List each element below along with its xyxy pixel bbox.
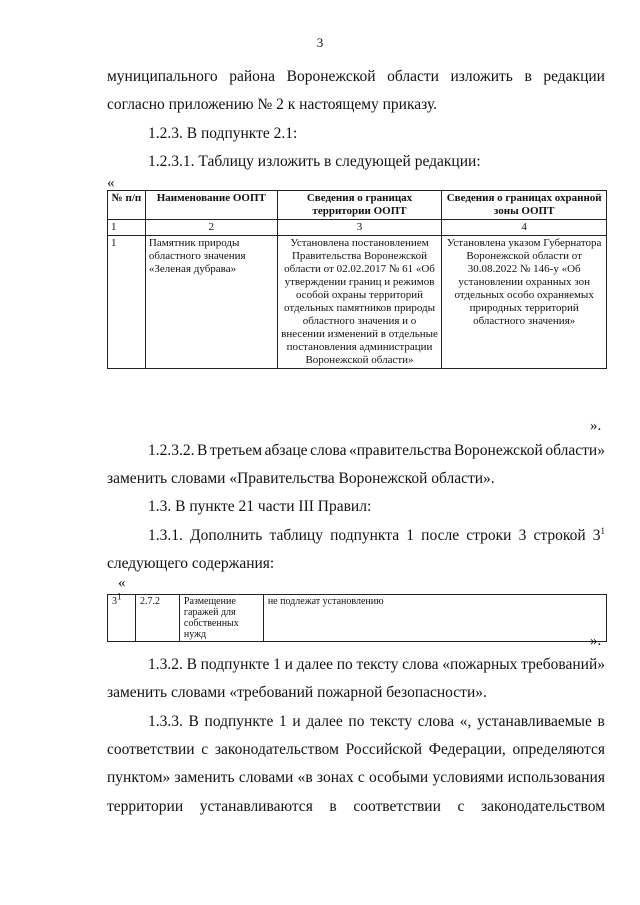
word: В bbox=[186, 656, 197, 673]
word: области bbox=[387, 68, 439, 85]
close-quote-1: ». bbox=[590, 418, 602, 434]
word: соответствии bbox=[353, 798, 441, 815]
item-1-2-3-2-line1 bbox=[148, 441, 605, 461]
item-1-3-1-line2: следующего содержания: bbox=[107, 555, 275, 572]
word: подпункте bbox=[200, 656, 270, 673]
word: В bbox=[197, 442, 208, 459]
word: словами bbox=[238, 769, 294, 786]
t2-num bbox=[108, 591, 136, 642]
item-1-2-3: 1.2.3. В подпункте 2.1: bbox=[148, 125, 298, 142]
para1-line2: согласно приложению № 2 к настоящему приказу. bbox=[107, 96, 438, 113]
header-zone: Сведения о границах охранной зоны ООПТ bbox=[442, 191, 607, 220]
row-num: 1 bbox=[108, 236, 146, 369]
t2-num-sup: 1 bbox=[117, 591, 122, 602]
word: в bbox=[329, 798, 337, 815]
land-use-table bbox=[107, 591, 607, 642]
word: особыми bbox=[369, 769, 429, 786]
colnum-1: 1 bbox=[108, 220, 146, 236]
word: слова bbox=[417, 713, 455, 730]
word: «в bbox=[297, 769, 313, 786]
header-name: Наименование ООПТ bbox=[145, 191, 277, 220]
word: по bbox=[348, 713, 365, 730]
word: области» bbox=[545, 442, 605, 459]
word: далее bbox=[296, 656, 333, 673]
row-ref-sup: 1 bbox=[600, 525, 605, 536]
word: муниципального bbox=[107, 68, 218, 85]
word: законодательством bbox=[214, 741, 339, 758]
word: подпункта bbox=[330, 527, 400, 544]
word: третьем bbox=[209, 442, 263, 459]
word: слова bbox=[310, 442, 347, 459]
word: таблицу bbox=[269, 527, 323, 544]
item-1-3-3-line3 bbox=[107, 768, 605, 788]
row-zone: Установлена указом Губернатора Воронежской области от 30.08.2022 № 146-у «Об установлении охранных зон отдельных особо охраняемых природных территорий областного значения» bbox=[442, 236, 607, 369]
word: с bbox=[357, 769, 365, 786]
word: 1.2.3.2. bbox=[148, 442, 195, 459]
word: законодательством bbox=[480, 798, 605, 815]
word: территории bbox=[107, 798, 184, 815]
word: слова bbox=[402, 656, 439, 673]
word: пунктом» bbox=[107, 769, 171, 786]
word: устанавливаются bbox=[199, 798, 313, 815]
word: 1 bbox=[273, 656, 281, 673]
word: строки bbox=[466, 527, 512, 544]
word: 1.3.1. bbox=[148, 527, 183, 544]
row-territory: Установлена постановлением Правительства Воронежской области от 02.02.2017 № 61 «Об утверждении границ и режимов особой охраны территорий отдельных памятников природы областного значения и о внесении изменений в отдельные постановления администрации Воронежской области» bbox=[277, 236, 442, 369]
item-1-3-3-line4 bbox=[107, 797, 605, 817]
word: далее bbox=[306, 713, 343, 730]
word: соответствии bbox=[107, 741, 195, 758]
word: подпункте bbox=[204, 713, 274, 730]
close-quote-2: ». bbox=[590, 633, 602, 649]
word: В bbox=[188, 713, 199, 730]
word: определяются bbox=[512, 741, 605, 758]
t2-name: Размещение гаражей для собственных нужд bbox=[179, 595, 263, 642]
page-number: 3 bbox=[316, 35, 324, 50]
word: требований» bbox=[521, 656, 605, 673]
word: 1.3.2. bbox=[148, 656, 183, 673]
word: зонах bbox=[316, 769, 354, 786]
word: Федерации, bbox=[428, 741, 506, 758]
item-1-3: 1.3. В пункте 21 части III Правил: bbox=[148, 498, 372, 515]
header-num: № п/п bbox=[108, 191, 146, 220]
word: района bbox=[229, 68, 276, 85]
word: после bbox=[421, 527, 460, 544]
word: 1 bbox=[279, 713, 287, 730]
word: 1.3.3. bbox=[148, 713, 183, 730]
word: с bbox=[201, 741, 209, 758]
word: и bbox=[284, 656, 293, 673]
word: «правительства bbox=[349, 442, 452, 459]
word: в bbox=[524, 68, 532, 85]
item-1-3-1-words bbox=[148, 526, 586, 546]
word: устанавливаемые bbox=[477, 713, 592, 730]
open-quote-1: « bbox=[107, 175, 115, 191]
item-1-2-3-2-line2: заменить словами «Правительства Воронежской области». bbox=[107, 470, 495, 487]
word: использования bbox=[507, 769, 605, 786]
header-territory: Сведения о границах территории ООПТ bbox=[277, 191, 442, 220]
word: условиями bbox=[432, 769, 504, 786]
table-header-row bbox=[108, 191, 607, 220]
table-colnum-row bbox=[108, 220, 607, 236]
word: редакции bbox=[543, 68, 605, 85]
row-ref-number: 3 bbox=[592, 527, 601, 544]
t2-num-value: 3 bbox=[112, 596, 117, 607]
colnum-4: 4 bbox=[442, 220, 607, 236]
word: строкой bbox=[533, 527, 586, 544]
word: по bbox=[336, 656, 353, 673]
row-name: Памятник природы областного значения «Зеленая дубрава» bbox=[145, 236, 277, 369]
word: и bbox=[292, 713, 301, 730]
word: «, bbox=[459, 713, 472, 730]
word: «пожарных bbox=[442, 656, 518, 673]
table-row bbox=[108, 236, 607, 369]
colnum-2: 2 bbox=[145, 220, 277, 236]
word: Воронежской bbox=[453, 442, 543, 459]
t2-value: не подлежат установлению bbox=[263, 595, 606, 642]
word: Российской bbox=[345, 741, 423, 758]
t2-code: 2.7.2 bbox=[135, 595, 179, 642]
para1-line1 bbox=[107, 67, 605, 87]
table-row bbox=[108, 595, 607, 642]
word: абзаце bbox=[264, 442, 308, 459]
word: изложить bbox=[450, 68, 513, 85]
item-1-3-2-line2: заменить словами «требований пожарной безопасности». bbox=[107, 684, 487, 701]
word: тексту bbox=[356, 656, 399, 673]
oopt-table bbox=[107, 190, 607, 369]
word: Воронежской bbox=[286, 68, 376, 85]
word: 1 bbox=[406, 527, 415, 544]
item-1-3-3-line1 bbox=[148, 712, 605, 732]
item-1-2-3-1: 1.2.3.1. Таблицу изложить в следующей редакции: bbox=[148, 153, 481, 170]
word: заменить bbox=[174, 769, 235, 786]
row-ref bbox=[593, 526, 605, 546]
colnum-3: 3 bbox=[277, 220, 442, 236]
word: 3 bbox=[518, 527, 527, 544]
word: Дополнить bbox=[190, 527, 263, 544]
item-1-3-1-line1 bbox=[148, 526, 605, 546]
word: тексту bbox=[370, 713, 413, 730]
item-1-3-2-line1 bbox=[148, 655, 605, 675]
word: с bbox=[457, 798, 465, 815]
item-1-3-3-line2 bbox=[107, 740, 605, 760]
word: в bbox=[597, 713, 605, 730]
open-quote-2: « bbox=[118, 575, 126, 591]
